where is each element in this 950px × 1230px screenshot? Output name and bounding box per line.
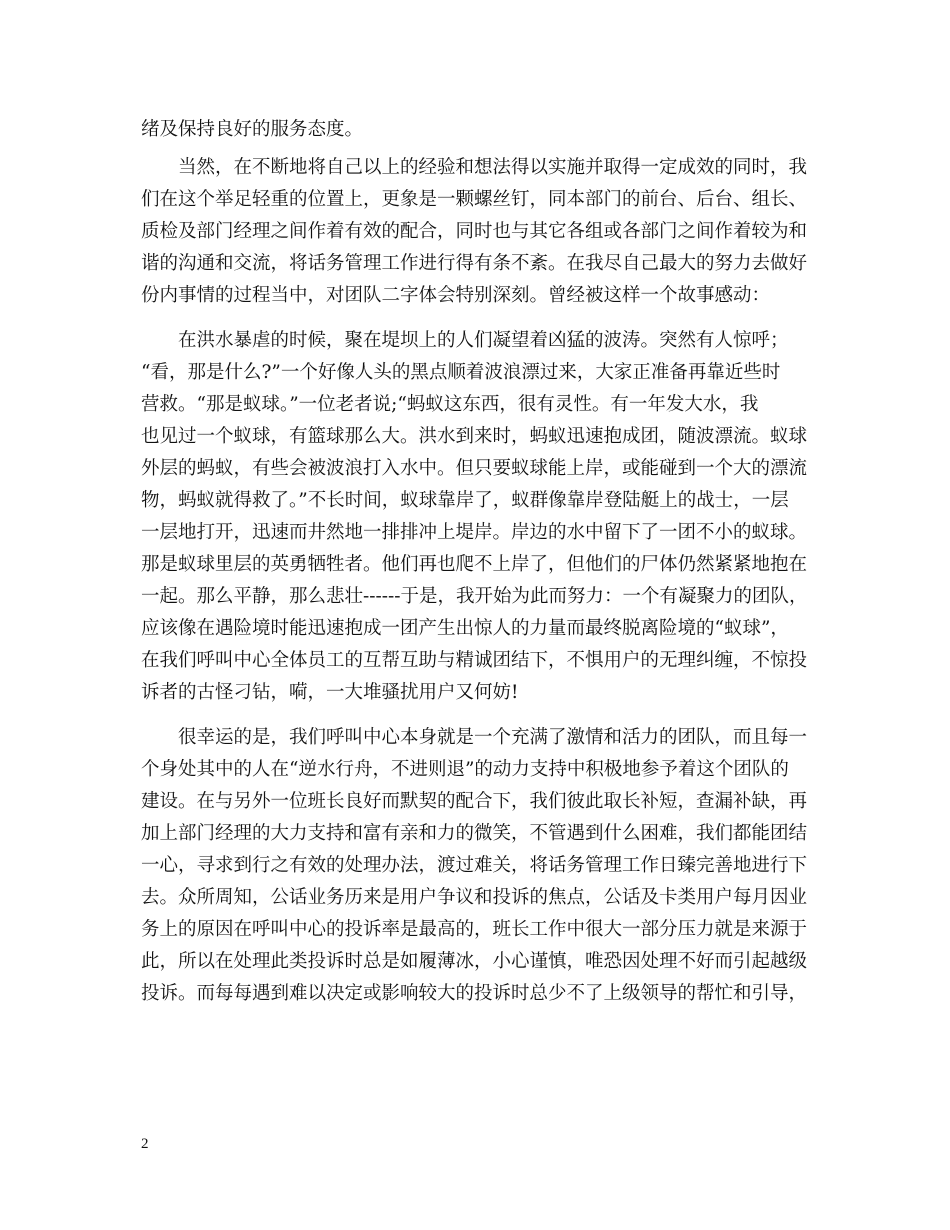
- text-line: 很幸运的是，我们呼叫中心本身就是一个充满了激情和活力的团队，而且每一: [178, 727, 808, 748]
- text-line: 加上部门经理的大力支持和富有亲和力的微笑，不管遇到什么困难，我们都能团结: [141, 823, 808, 844]
- text-line: 份内事情的过程当中，对团队二字体会特别深刻。曾经被这样一个故事感动：: [141, 285, 771, 306]
- text-line: 一层地打开，迅速而井然地一排排冲上堤岸。岸边的水中留下了一团不小的蚁球。: [141, 522, 808, 543]
- text-line: 此，所以在处理此类投诉时总是如履薄冰，小心谨慎，唯恐因处理不好而引起越级: [141, 951, 808, 972]
- text-line: 当然，在不断地将自己以上的经验和想法得以实施并取得一定成效的同时，我: [178, 157, 808, 178]
- text-line: 应该像在遇险境时能迅速抱成一团产生出惊人的力量而最终脱离险境的“蚁球”，: [141, 618, 789, 639]
- page-number: 2: [141, 1136, 149, 1152]
- text-line: 谐的沟通和交流，将话务管理工作进行得有条不紊。在我尽自己最大的努力去做好: [141, 253, 808, 274]
- text-line: 绪及保持良好的服务态度。: [141, 119, 364, 140]
- text-line: 们在这个举足轻重的位置上，更象是一颗螺丝钉，同本部门的前台、后台、组长、: [141, 189, 808, 210]
- text-line: 去。众所周知，公话业务历来是用户争议和投诉的焦点，公话及卡类用户每月因业: [141, 887, 808, 908]
- text-line: 投诉。而每每遇到难以决定或影响较大的投诉时总少不了上级领导的帮忙和引导，: [141, 983, 808, 1004]
- text-line: 建设。在与另外一位班长良好而默契的配合下，我们彼此取长补短，查漏补缺，再: [141, 791, 808, 812]
- text-line: 质检及部门经理之间作着有效的配合，同时也与其它各组或各部门之间作着较为和: [141, 221, 808, 242]
- text-line: “看，那是什么?”一个好像人头的黑点顺着波浪漂过来，大家正准备再靠近些时: [141, 362, 781, 383]
- text-line: 物，蚂蚁就得救了。”不长时间，蚁球靠岸了，蚁群像靠岸登陆艇上的战士，一层: [141, 490, 789, 511]
- text-line: 务上的原因在呼叫中心的投诉率是最高的，班长工作中很大一部分压力就是来源于: [141, 919, 808, 940]
- text-line: 外层的蚂蚁，有些会被波浪打入水中。但只要蚁球能上岸，或能碰到一个大的漂流: [141, 458, 808, 479]
- text-line: 那是蚁球里层的英勇牺牲者。他们再也爬不上岸了，但他们的尸体仍然紧紧地抱在: [141, 554, 808, 575]
- text-line: 诉者的古怪刁钻，嗬，一大堆骚扰用户又何妨!: [141, 682, 519, 703]
- text-line: 一心，寻求到行之有效的处理办法，渡过难关，将话务管理工作日臻完善地进行下: [141, 855, 808, 876]
- text-line: 在我们呼叫中心全体员工的互帮互助与精诚团结下，不惧用户的无理纠缠，不惊投: [141, 650, 808, 671]
- text-line: 也见过一个蚁球，有篮球那么大。洪水到来时，蚂蚁迅速抱成团，随波漂流。蚁球: [141, 426, 808, 447]
- text-line: 在洪水暴虐的时候，聚在堤坝上的人们凝望着凶猛的波涛。突然有人惊呼；: [178, 330, 789, 351]
- text-line: 营救。“那是蚁球。”一位老者说;“蚂蚁这东西，很有灵性。有一年发大水，我: [141, 394, 759, 415]
- text-line: 个身处其中的人在“逆水行舟，不进则退”的动力支持中积极地参予着这个团队的: [141, 759, 789, 780]
- text-line: 一起。那么平静，那么悲壮------于是，我开始为此而努力：一个有凝聚力的团队，: [141, 586, 808, 607]
